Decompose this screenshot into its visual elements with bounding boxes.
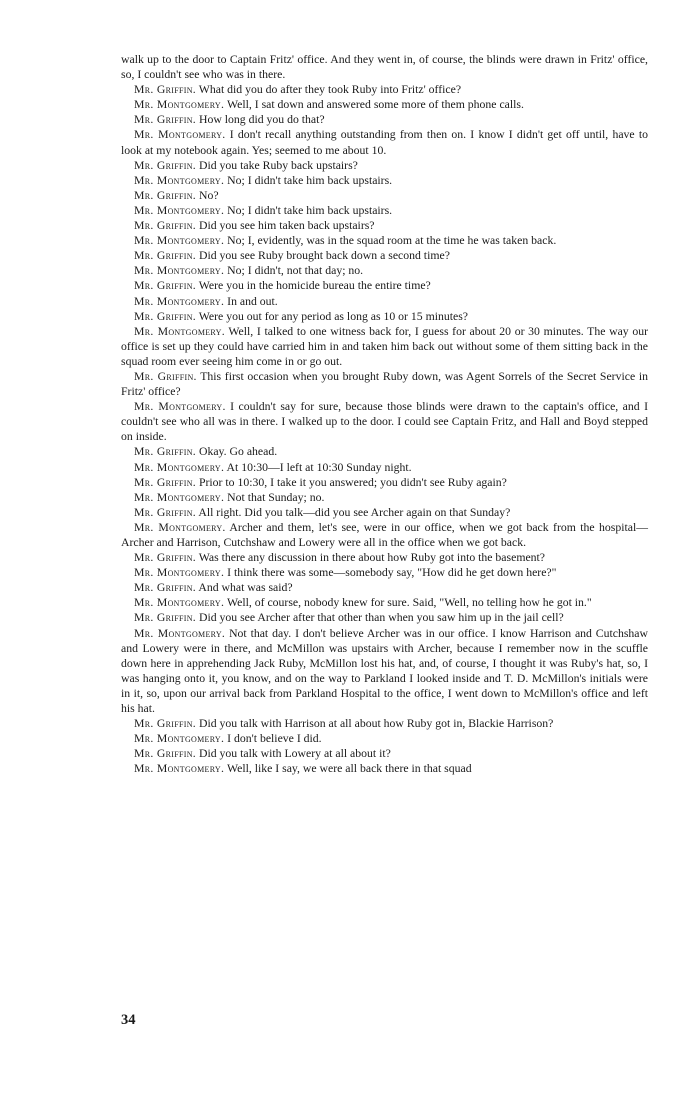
paragraph-text: No; I didn't take him back upstairs.: [227, 203, 393, 217]
paragraph-text: Well, I talked to one witness back for, I guess for about 20 or 30 minutes. The way our office is set up they could have carried him in and taken him back out without some of them sitting back in the squad room ever seeing him come in or go out.: [121, 324, 648, 368]
transcript-paragraph: [121, 550, 648, 565]
transcript-paragraph: [121, 610, 648, 625]
speaker-name: Mr. Griffin.: [134, 611, 197, 625]
speaker-name: Mr. Griffin.: [134, 309, 197, 323]
speaker-name: Mr. Griffin.: [134, 249, 197, 263]
paragraph-text: Okay. Go ahead.: [198, 445, 278, 459]
transcript-paragraph: [121, 626, 648, 717]
speaker-name: Mr. Montgomery.: [134, 128, 226, 142]
transcript-paragraph: [121, 444, 648, 459]
speaker-name: Mr. Montgomery.: [134, 400, 226, 414]
transcript-paragraph: [121, 294, 648, 309]
transcript-paragraph: [121, 112, 648, 127]
speaker-name: Mr. Montgomery.: [134, 520, 226, 534]
paragraph-text: Prior to 10:30, I take it you answered; you didn't see Ruby again?: [198, 475, 507, 489]
paragraph-text: Did you talk with Harrison at all about how Ruby got in, Blackie Harrison?: [198, 717, 554, 731]
transcript-paragraph: [121, 731, 648, 746]
paragraph-text: No; I didn't take him back upstairs.: [227, 173, 393, 187]
speaker-name: Mr. Griffin.: [134, 717, 197, 731]
paragraph-text: walk up to the door to Captain Fritz' office. And they went in, of course, the blinds were drawn in Fritz' office, so, I couldn't see who was in there.: [121, 53, 648, 82]
transcript-paragraph: [121, 580, 648, 595]
transcript-paragraph: [121, 278, 648, 293]
transcript-paragraph: [121, 158, 648, 173]
transcript-paragraph: [121, 595, 648, 610]
transcript-paragraph: [121, 399, 648, 444]
transcript-paragraph: [121, 188, 648, 203]
paragraph-text: I think there was some—somebody say, "How did he get down here?": [227, 566, 557, 580]
page-number: 34: [121, 1012, 136, 1028]
speaker-name: Mr. Montgomery.: [134, 324, 225, 338]
speaker-name: Mr. Montgomery.: [134, 732, 225, 746]
paragraph-text: This first occasion when you brought Ruby down, was Agent Sorrels of the Secret Service in Fritz' office?: [121, 369, 648, 399]
paragraph-text: Was there any discussion in there about how Ruby got into the basement?: [198, 551, 546, 565]
paragraph-text: Did you talk with Lowery at all about it?: [198, 747, 391, 761]
speaker-name: Mr. Montgomery.: [134, 234, 225, 248]
paragraph-text: Well, of course, nobody knew for sure. Said, "Well, no telling how he got in.": [226, 596, 592, 610]
transcript-paragraph: [121, 565, 648, 580]
paragraph-text: Did you see Ruby brought back down a second time?: [198, 249, 450, 263]
paragraph-text: All right. Did you talk—did you see Archer again on that Sunday?: [198, 505, 511, 519]
paragraph-text: At 10:30—I left at 10:30 Sunday night.: [226, 460, 412, 474]
paragraph-text: Were you in the homicide bureau the entire time?: [198, 279, 431, 293]
paragraph-text: Did you see him taken back upstairs?: [198, 219, 375, 233]
speaker-name: Mr. Griffin.: [134, 113, 197, 127]
speaker-name: Mr. Griffin.: [134, 505, 197, 519]
transcript-paragraph: [121, 369, 648, 399]
paragraph-text: How long did you do that?: [198, 113, 325, 127]
speaker-name: Mr. Montgomery.: [134, 264, 225, 278]
transcript-paragraph: [121, 82, 648, 97]
transcript-paragraph: [121, 173, 648, 188]
paragraph-text: In and out.: [227, 294, 278, 308]
paragraph-text: Did you take Ruby back upstairs?: [198, 158, 358, 172]
transcript-paragraph: [121, 248, 648, 263]
speaker-name: Mr. Griffin.: [134, 747, 197, 761]
transcript-paragraph: [121, 475, 648, 490]
paragraph-text: Archer and them, let's see, were in our office, when we got back from the hospital—Archer and Harrison, Cutchshaw and Lowery were all in the office when we got back.: [121, 520, 648, 549]
paragraph-text: And what was said?: [198, 581, 293, 595]
paragraph-text: No; I didn't, not that day; no.: [227, 264, 364, 278]
speaker-name: Mr. Montgomery.: [134, 294, 225, 308]
transcript-paragraph: [121, 203, 648, 218]
transcript-paragraph: [121, 520, 648, 550]
transcript-paragraph: [121, 52, 648, 82]
paragraph-text: I couldn't say for sure, because those blinds were drawn to the captain's office, and I couldn't see who all was in there. I walked up to the door. I could see Captain Fritz, and Hall and Boyd stepped on inside.: [121, 400, 648, 444]
transcript-paragraph: [121, 746, 648, 761]
transcript-paragraph: [121, 233, 648, 248]
transcript-paragraph: [121, 97, 648, 112]
speaker-name: Mr. Montgomery.: [134, 490, 225, 504]
paragraph-text: No; I, evidently, was in the squad room at the time he was taken back.: [227, 234, 557, 248]
speaker-name: Mr. Griffin.: [134, 188, 197, 202]
speaker-name: Mr. Montgomery.: [134, 762, 225, 776]
speaker-name: Mr. Montgomery.: [134, 460, 225, 474]
paragraph-text: Were you out for any period as long as 10 or 15 minutes?: [198, 309, 469, 323]
speaker-name: Mr. Montgomery.: [134, 203, 225, 217]
paragraph-text: Not that Sunday; no.: [227, 490, 325, 504]
speaker-name: Mr. Griffin.: [134, 581, 197, 595]
speaker-name: Mr. Montgomery.: [134, 626, 226, 640]
paragraph-text: Well, I sat down and answered some more of them phone calls.: [226, 98, 524, 112]
transcript-paragraph: [121, 716, 648, 731]
transcript-paragraph: [121, 309, 648, 324]
transcript-paragraph: [121, 263, 648, 278]
speaker-name: Mr. Griffin.: [134, 551, 197, 565]
speaker-name: Mr. Griffin.: [134, 158, 197, 172]
transcript-paragraph: [121, 324, 648, 369]
paragraph-text: I don't recall anything outstanding from then on. I know I didn't get off until, have to look at my notebook again. Yes; seemed to me about 10.: [121, 128, 648, 157]
speaker-name: Mr. Griffin.: [134, 475, 197, 489]
paragraph-text: Well, like I say, we were all back there in that squad: [226, 762, 472, 776]
transcript-paragraph: [121, 490, 648, 505]
speaker-name: Mr. Montgomery.: [134, 596, 225, 610]
paragraph-text: No?: [198, 188, 219, 202]
speaker-name: Mr. Griffin.: [134, 83, 197, 97]
speaker-name: Mr. Montgomery.: [134, 566, 225, 580]
speaker-name: Mr. Montgomery.: [134, 98, 225, 112]
transcript-page: [121, 52, 648, 777]
speaker-name: Mr. Montgomery.: [134, 173, 225, 187]
paragraph-text: Not that day. I don't believe Archer was in our office. I know Harrison and Cutchshaw and Lowery were in there, and McMillon was upstairs with Archer, because I remember now in the scuffle down here in apprehending Jack Ruby, McMillon lost his hat, and, of course, I thought it was Ruby's hat, so, I was hanging onto it, you know, and on the way to Parkland I looked inside and T. D. McMillon's initials were in it, so, upon our arrival back from Parkland Hospital to the office, I went down to McMillon's office and left his hat.: [121, 626, 649, 716]
speaker-name: Mr. Griffin.: [134, 369, 197, 383]
speaker-name: Mr. Griffin.: [134, 219, 197, 233]
paragraph-text: I don't believe I did.: [227, 732, 322, 746]
transcript-paragraph: [121, 218, 648, 233]
transcript-paragraph: [121, 127, 648, 157]
transcript-paragraph: [121, 460, 648, 475]
speaker-name: Mr. Griffin.: [134, 279, 197, 293]
paragraph-text: Did you see Archer after that other than when you saw him up in the jail cell?: [198, 611, 564, 625]
paragraph-text: What did you do after they took Ruby into Fritz' office?: [198, 83, 462, 97]
transcript-paragraph: [121, 505, 648, 520]
transcript-paragraph: [121, 761, 648, 776]
speaker-name: Mr. Griffin.: [134, 445, 197, 459]
